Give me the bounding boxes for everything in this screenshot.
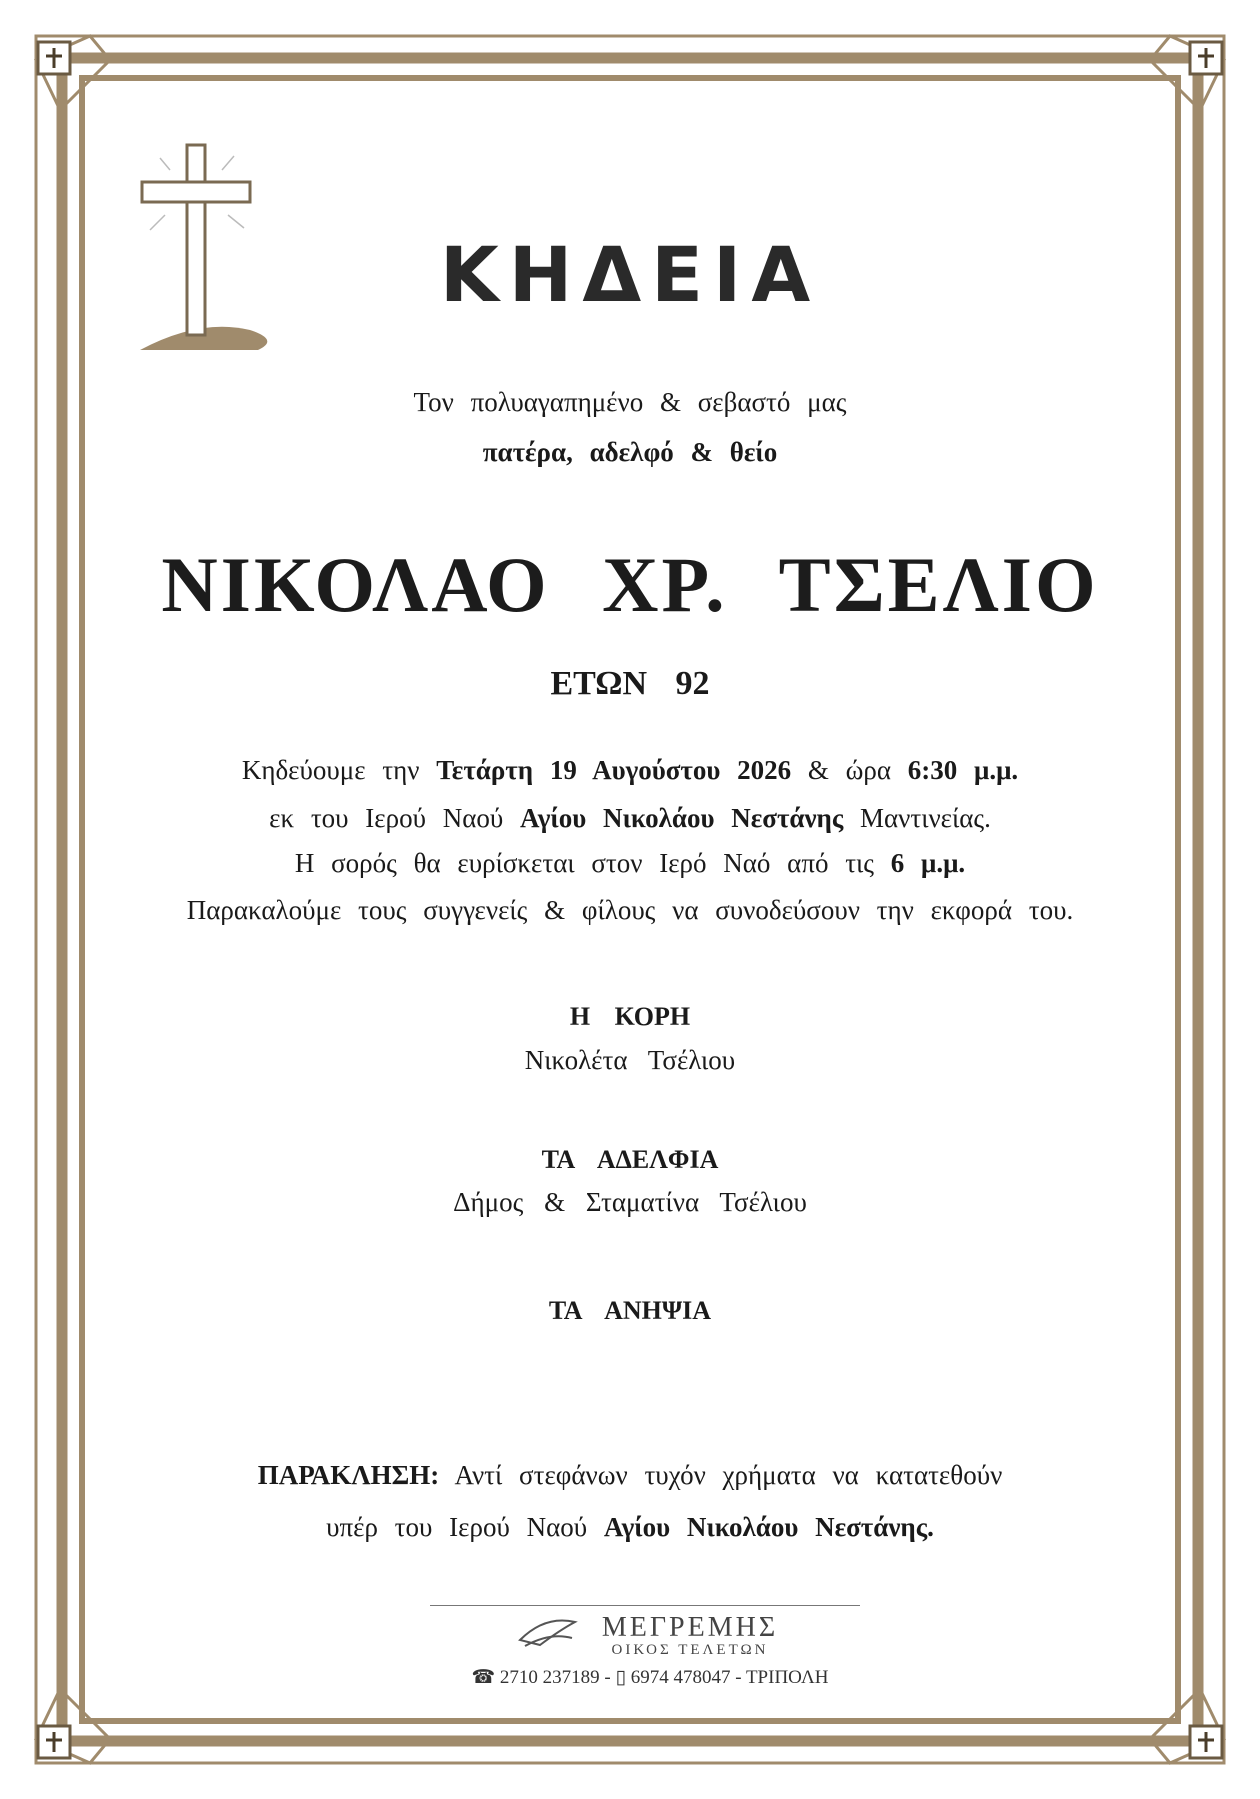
details-text: Μαντινείας.: [860, 803, 991, 833]
deceased-age: ΕΤΩΝ 92: [550, 665, 710, 702]
siblings-names: Δήμος & Σταματίνα Τσέλιου: [453, 1187, 807, 1217]
details-text: εκ του Ιερού Ναού: [269, 803, 504, 833]
funeral-time: 6:30 μ.μ.: [907, 755, 1019, 785]
request-church: Αγίου Νικολάου Νεστάνης.: [603, 1512, 934, 1542]
details-line-3: [0, 848, 1260, 879]
details-line-4: Παρακαλούμε τους συγγενείς & φίλους να συνοδεύσουν την εκφορά του.: [186, 895, 1074, 925]
request-label: ΠΑΡΑΚΛΗΣΗ:: [257, 1460, 440, 1490]
phone-number: 2710 237189 -: [499, 1667, 611, 1688]
details-text: & ώρα: [807, 755, 892, 785]
notice-title: ΚΗΔΕΙΑ: [439, 230, 821, 319]
daughter-name: Νικολέτα Τσέλιου: [524, 1045, 736, 1075]
nephews-heading: ΤΑ ΑΝΗΨΙΑ: [548, 1296, 712, 1325]
footer-divider: [430, 1605, 860, 1606]
phone-icon: ☎: [471, 1667, 496, 1688]
mobile-icon: ▯: [615, 1667, 626, 1688]
daughter-heading: Η ΚΟΡΗ: [569, 1002, 691, 1031]
details-line-1: [0, 755, 1260, 786]
details-text: Κηδεύουμε την: [241, 755, 420, 785]
mobile-number: 6974 478047 - ΤΡΙΠΟΛΗ: [630, 1667, 829, 1688]
intro-line-1: Τον πολυαγαπημένο & σεβαστό μας: [413, 387, 847, 417]
details-text: Η σορός θα ευρίσκεται στον Ιερό Ναό από τις: [294, 848, 875, 878]
funeral-date: Τετάρτη 19 Αυγούστου 2026: [436, 755, 792, 785]
intro-line-2: πατέρα, αδελφό & θείο: [482, 437, 778, 467]
company-name: ΜΕΓΡΕΜΗΣ: [601, 1612, 779, 1643]
siblings-heading: ΤΑ ΑΔΕΛΦΙΑ: [541, 1145, 719, 1174]
church-name: Αγίου Νικολάου Νεστάνης: [519, 803, 844, 833]
contact-line: [20, 1666, 1260, 1689]
details-line-2: [0, 803, 1260, 834]
request-text: υπέρ του Ιερού Ναού: [326, 1512, 588, 1542]
request-line-2: [0, 1512, 1260, 1543]
request-text: Αντί στεφάνων τυχόν χρήματα να κατατεθούν: [454, 1460, 1003, 1490]
viewing-time: 6 μ.μ.: [890, 848, 966, 878]
request-line-1: [0, 1460, 1260, 1491]
company-subtitle: ΟΙΚΟΣ ΤΕΛΕΤΩΝ: [611, 1642, 769, 1658]
deceased-name: ΝΙΚΟΛΑΟ ΧΡ. ΤΣΕΛΙΟ: [161, 541, 1099, 628]
